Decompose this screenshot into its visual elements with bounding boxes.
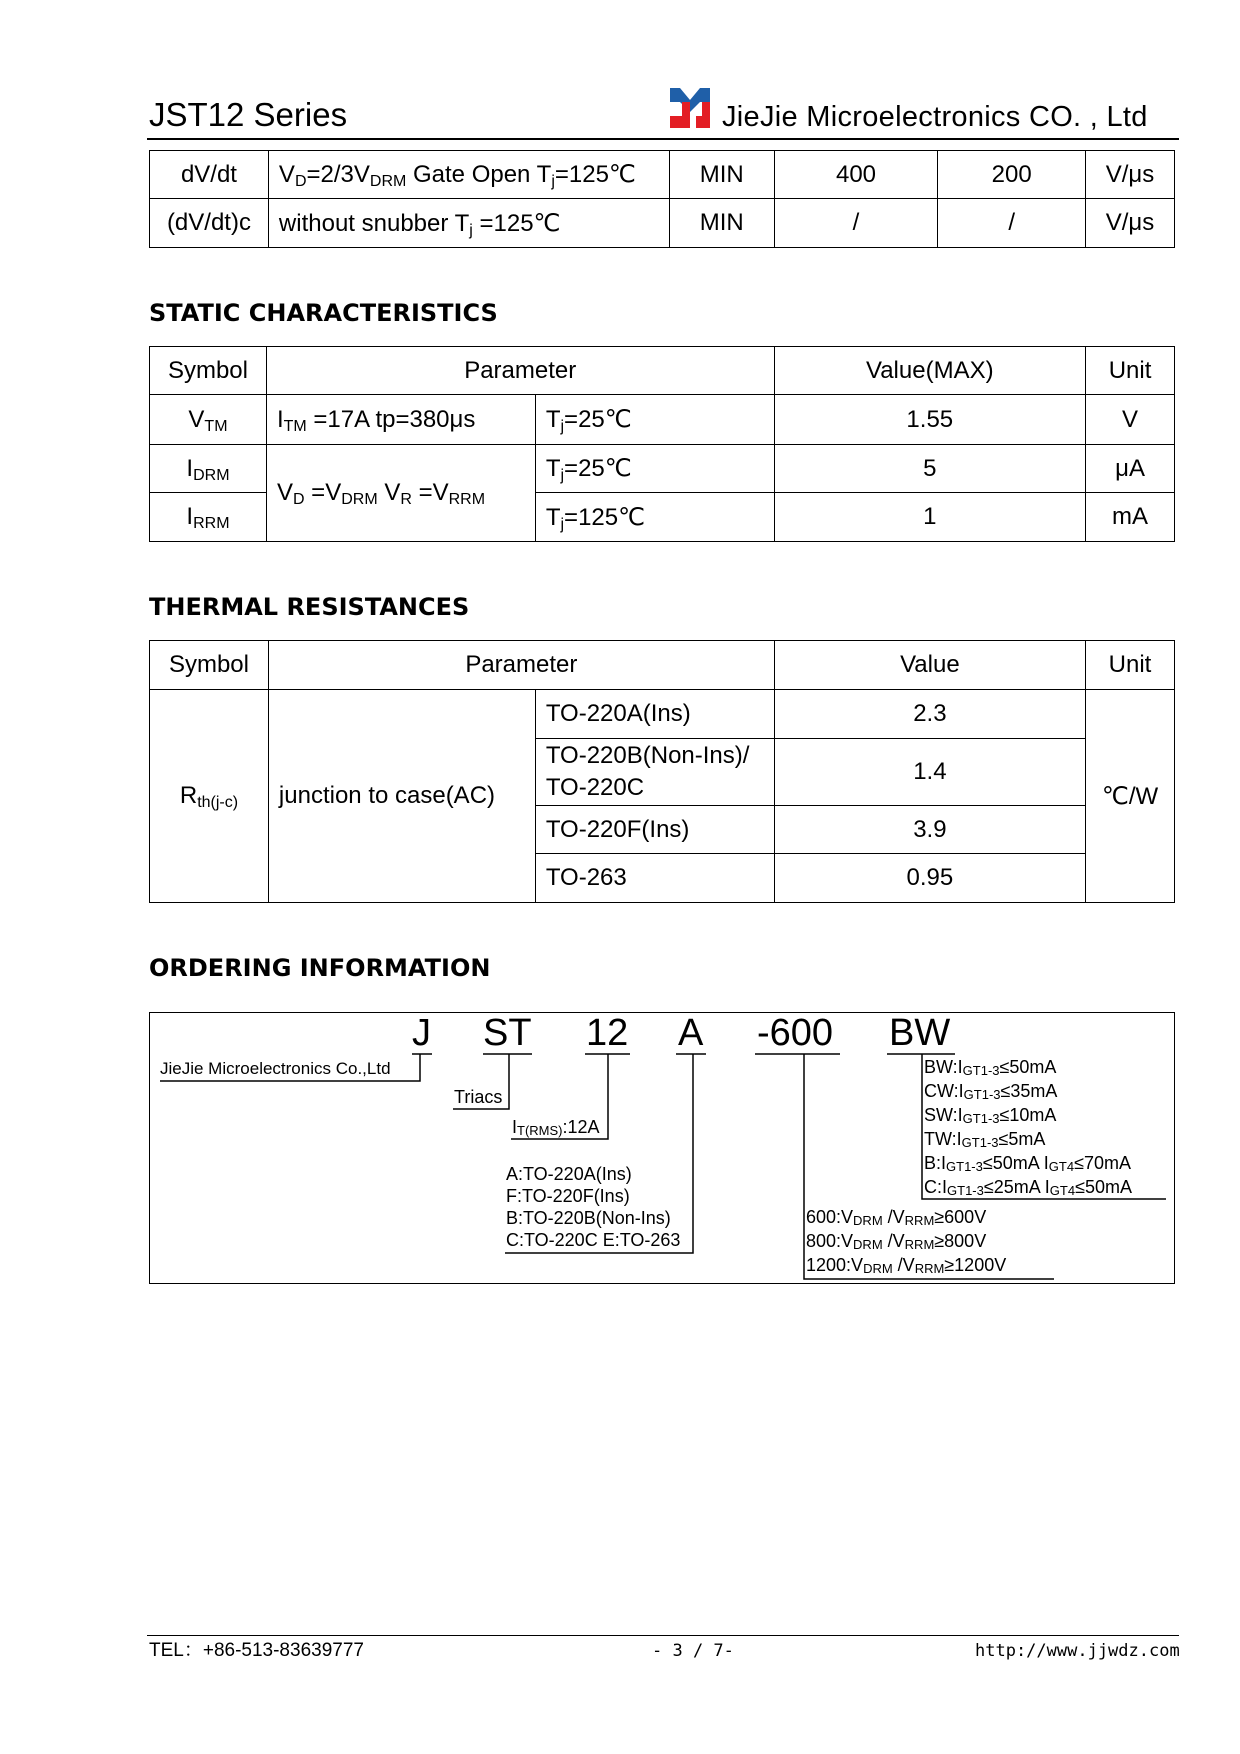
unit-cell: ℃/W [1086,690,1175,903]
table-row [150,151,1175,199]
condition-cell: $T_j=25℃$ [535,445,774,493]
condition-cell: MIN [669,151,774,199]
value-cell: / [938,199,1086,248]
footer-tel: TEL：+86-513-83639777 [149,1640,364,1661]
voltage-list: $600:V_{DRM}$ $/V_{RRM}\ge 600V$ $800:V_{DRM}$ $/V_{RRM}\ge 800V$ $1200:V_{DRM}$ $/V_{RRM}\ge 1200V$ [806,1207,1007,1276]
unit-cell: V/μs [1086,151,1175,199]
column-header: Value(MAX) [774,347,1086,395]
dv-dt-table [149,150,1175,248]
parameter-cell: $I_{TM} =17A$ tp=380μs [266,395,535,445]
jiejie-logo-icon [670,88,720,128]
value-cell: 2.3 [774,690,1085,739]
package-cell: TO-220F(Ins) [535,806,774,854]
series-title: JST12 Series [149,96,348,133]
part-gate: BW [889,1012,951,1054]
column-header: Unit [1086,347,1175,395]
column-header: Value [774,641,1085,690]
value-cell: 3.9 [774,806,1085,854]
condition-cell: $T_j=125℃$ [535,493,774,542]
value-cell: 0.95 [774,854,1085,903]
ordering-heading: ORDERING INFORMATION [149,954,491,982]
package-list: A:TO-220A(Ins) F:TO-220F(Ins) B:TO-220B(Non-Ins) C:TO-220C E:TO-263 [506,1164,681,1250]
company-name: JieJie Microelectronics CO. , Ltd [722,101,1148,133]
package-cell: TO-220B(Non-Ins)/ TO-220C [535,739,774,806]
gate-list: $BW:I_{GT1-3}\le 50mA$ $CW:I_{GT1-3}\le 35mA$ $SW:I_{GT1-3}\le 10mA$ $TW:I_{GT1-3}\le 5mA$ $B:I_{GT1-3}\le 50mA$ $I_{GT4}\le 70mA$ $C:I_{GT1-3}\le 25mA$ $I_{GT4}\le 50mA$ [924,1057,1132,1198]
column-header: Parameter [266,347,774,395]
unit-cell: mA [1086,493,1175,542]
part-package: A [678,1012,704,1054]
company-label: JieJie Microelectronics Co.,Ltd [160,1059,391,1078]
package-cell: TO-220A(Ins) [535,690,774,739]
value-cell: 200 [938,151,1086,199]
ordering-diagram [149,1012,1175,1284]
symbol-cell: dV/dt [150,151,269,199]
condition-cell: MIN [669,199,774,248]
column-header: Symbol [150,347,267,395]
table-row [150,199,1175,248]
parameter-cell: junction to case(AC) [268,690,535,903]
current-label: $I_{T(RMS)}:12A$ [512,1117,600,1138]
part-current: 12 [586,1012,629,1054]
header-divider [147,138,1179,140]
static-heading: STATIC CHARACTERISTICS [149,299,498,327]
package-cell: TO-263 [535,854,774,903]
unit-cell: μA [1086,445,1175,493]
symbol-cell: (dV/dt)c [150,199,269,248]
symbol-cell: $I_{DRM}$ [150,445,267,493]
part-prefix: J [412,1012,431,1054]
value-cell: / [774,199,938,248]
symbol-cell: $R_{th(j-c)}$ [150,690,269,903]
part-voltage: -600 [757,1012,834,1054]
parameter-cell: $V_D=2/3V_{DRM}$ Gate Open $T_j=125℃$ [268,151,669,199]
column-header: Unit [1086,641,1175,690]
part-type: ST [483,1012,532,1054]
value-cell: 400 [774,151,938,199]
unit-cell: V [1086,395,1175,445]
value-cell: 1 [774,493,1086,542]
thermal-heading: THERMAL RESISTANCES [149,593,470,621]
table-header-row [150,641,1175,690]
thermal-table [149,640,1175,903]
table-row [150,690,1175,739]
symbol-cell: $I_{RRM}$ [150,493,267,542]
value-cell: 1.55 [774,395,1086,445]
symbol-cell: $V_{TM}$ [150,395,267,445]
column-header: Symbol [150,641,269,690]
unit-cell: V/μs [1086,199,1175,248]
table-row [150,445,1175,493]
page-number: - 3 / 7- [652,1641,734,1661]
value-cell: 1.4 [774,739,1085,806]
parameter-cell: $V_D =V_{DRM}$ $V_R =V_{RRM}$ [266,445,535,542]
triacs-label: Triacs [454,1087,503,1107]
table-row [150,395,1175,445]
footer-divider [147,1635,1179,1636]
column-header: Parameter [268,641,774,690]
condition-cell: $T_j=25℃$ [535,395,774,445]
footer-url: http://www.jjwdz.com [975,1641,1180,1661]
table-header-row [150,347,1175,395]
value-cell: 5 [774,445,1086,493]
static-table [149,346,1175,542]
parameter-cell: without snubber $T_j$ =125℃ [268,199,669,248]
